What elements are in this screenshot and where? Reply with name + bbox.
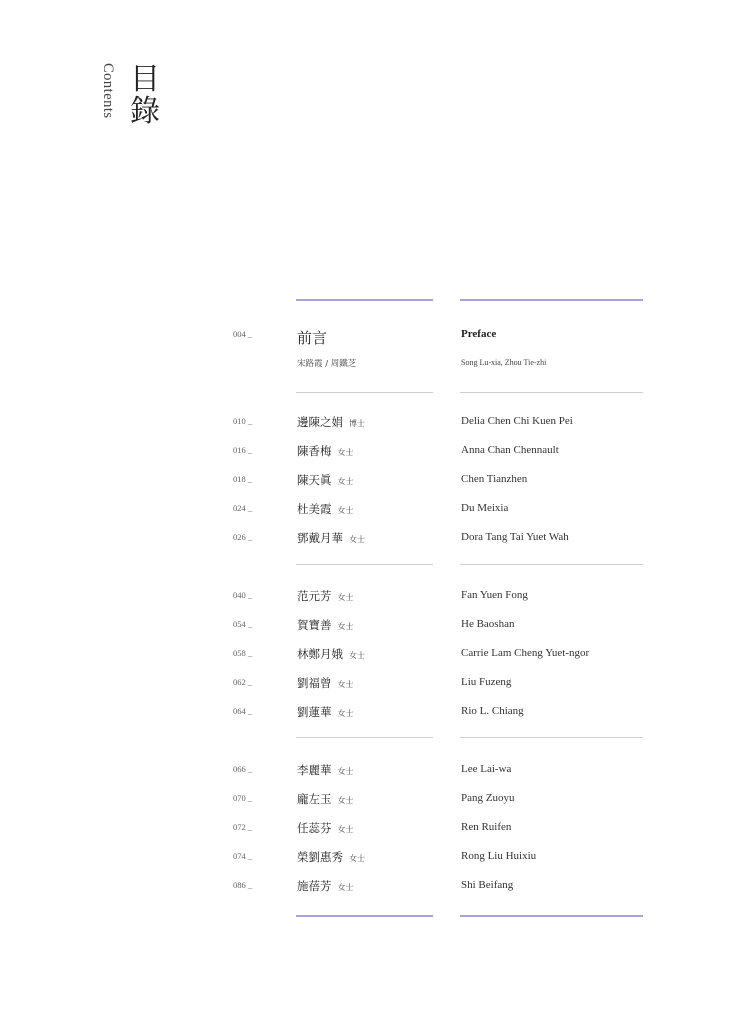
entry-name-en[interactable]: Liu Fuzeng xyxy=(461,676,512,688)
entry-name-zh[interactable]: 范元芳 女士 xyxy=(297,589,354,603)
entry-page-number[interactable]: 064 _ xyxy=(233,706,253,716)
entry-page-number[interactable]: 016 _ xyxy=(233,445,253,455)
entry-name-zh[interactable]: 任蕊芬 女士 xyxy=(297,821,354,835)
entry-page-number[interactable]: 074 _ xyxy=(233,851,253,861)
entry-honorific: 博士 xyxy=(349,419,365,428)
preface-authors-zh: 宋路霞 / 周鐵芝 xyxy=(297,359,357,369)
entry-name-zh[interactable]: 李麗華 女士 xyxy=(297,763,354,777)
entry-name-zh[interactable]: 劉福曾 女士 xyxy=(297,676,354,690)
entry-name-en[interactable]: Anna Chan Chennault xyxy=(461,444,559,456)
entry-name-en[interactable]: Delia Chen Chi Kuen Pei xyxy=(461,415,573,427)
top-rule-right xyxy=(460,299,643,301)
entry-name-en[interactable]: Dora Tang Tai Yuet Wah xyxy=(461,531,569,543)
entry-name-zh[interactable]: 邊陳之娟 博士 xyxy=(297,415,365,429)
entry-honorific: 女士 xyxy=(337,477,354,486)
entry-name-en[interactable]: He Baoshan xyxy=(461,618,515,630)
preface-authors-en: Song Lu-xia, Zhou Tie-zhi xyxy=(461,358,547,367)
entry-name-zh[interactable]: 林鄭月娥 女士 xyxy=(297,647,365,661)
section-divider-left xyxy=(296,392,433,393)
entry-name-zh[interactable]: 劉蓮華 女士 xyxy=(297,705,354,719)
entry-honorific: 女士 xyxy=(337,883,354,892)
section-divider-left xyxy=(296,737,433,738)
entry-page-number[interactable]: 026 _ xyxy=(233,532,253,542)
entry-name-zh[interactable]: 賀寶善 女士 xyxy=(297,618,354,632)
entry-name-zh[interactable]: 陳天眞 女士 xyxy=(297,473,354,487)
section-divider-left xyxy=(296,564,433,565)
title-char: 目 xyxy=(130,62,160,97)
entry-honorific: 女士 xyxy=(337,506,354,515)
entry-honorific: 女士 xyxy=(337,796,354,805)
entry-page-number[interactable]: 040 _ xyxy=(233,590,253,600)
entry-honorific: 女士 xyxy=(349,854,365,863)
entry-page-number[interactable]: 054 _ xyxy=(233,619,253,629)
section-divider-right xyxy=(460,392,643,393)
section-divider-right xyxy=(460,737,643,738)
entry-name-zh[interactable]: 龐左玉 女士 xyxy=(297,792,354,806)
entry-page-number[interactable]: 086 _ xyxy=(233,880,253,890)
entry-page-number[interactable]: 066 _ xyxy=(233,764,253,774)
bottom-rule-left xyxy=(296,915,433,917)
preface-title-en[interactable]: Preface xyxy=(461,328,497,340)
entry-page-number[interactable]: 072 _ xyxy=(233,822,253,832)
entry-honorific: 女士 xyxy=(337,622,354,631)
entry-name-zh[interactable]: 施蓓芳 女士 xyxy=(297,879,354,893)
entry-page-number[interactable]: 018 _ xyxy=(233,474,253,484)
entry-name-zh[interactable]: 陳香梅 女士 xyxy=(297,444,354,458)
entry-honorific: 女士 xyxy=(349,651,365,660)
entry-page-number[interactable]: 070 _ xyxy=(233,793,253,803)
entry-name-en[interactable]: Lee Lai-wa xyxy=(461,763,512,775)
entry-honorific: 女士 xyxy=(337,680,354,689)
entry-name-en[interactable]: Fan Yuen Fong xyxy=(461,589,528,601)
entry-honorific: 女士 xyxy=(337,593,354,602)
entry-name-en[interactable]: Ren Ruifen xyxy=(461,821,512,833)
entry-honorific: 女士 xyxy=(349,535,365,544)
entry-honorific: 女士 xyxy=(337,825,354,834)
preface-title-zh[interactable]: 前言 xyxy=(297,329,328,347)
entry-name-zh[interactable]: 杜美霞 女士 xyxy=(297,502,354,516)
entry-page-number[interactable]: 010 _ xyxy=(233,416,253,426)
bottom-rule-right xyxy=(460,915,643,917)
entry-name-en[interactable]: Du Meixia xyxy=(461,502,509,514)
entry-page-number[interactable]: 058 _ xyxy=(233,648,253,658)
preface-page-number[interactable]: 004 _ xyxy=(233,329,253,339)
entry-page-number[interactable]: 024 _ xyxy=(233,503,253,513)
entry-name-en[interactable]: Rio L. Chiang xyxy=(461,705,524,717)
entry-name-en[interactable]: Shi Beifang xyxy=(461,879,514,891)
entry-name-zh[interactable]: 榮劉惠秀 女士 xyxy=(297,850,365,864)
entry-name-en[interactable]: Carrie Lam Cheng Yuet-ngor xyxy=(461,647,590,659)
top-rule-left xyxy=(296,299,433,301)
section-divider-right xyxy=(460,564,643,565)
entry-name-zh[interactable]: 鄧戴月華 女士 xyxy=(297,531,365,545)
contents-title-chinese xyxy=(128,64,162,128)
entry-honorific: 女士 xyxy=(337,709,354,718)
entry-name-en[interactable]: Rong Liu Huixiu xyxy=(461,850,537,862)
title-char: 錄 xyxy=(130,94,160,129)
contents-title-english: Contents xyxy=(100,63,116,119)
entry-honorific: 女士 xyxy=(337,448,354,457)
entry-name-en[interactable]: Pang Zuoyu xyxy=(461,792,515,804)
entry-page-number[interactable]: 062 _ xyxy=(233,677,253,687)
entry-honorific: 女士 xyxy=(337,767,354,776)
entry-name-en[interactable]: Chen Tianzhen xyxy=(461,473,528,485)
